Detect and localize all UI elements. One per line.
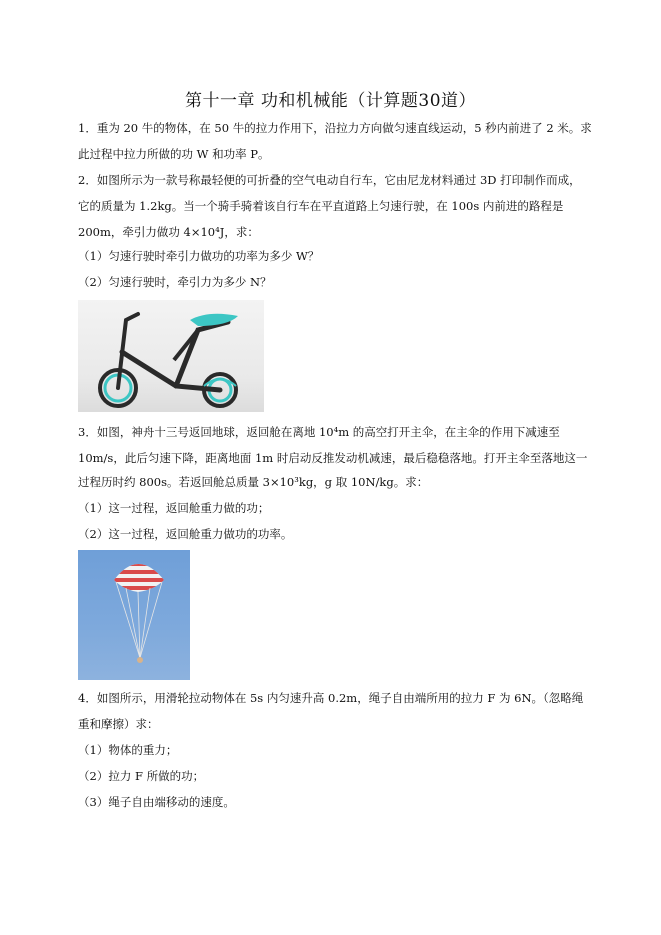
bike-seat bbox=[190, 314, 238, 326]
q2-sub2: （2）匀速行驶时，牵引力为多少 N？ bbox=[78, 275, 272, 289]
q3-sub1: （1）这一过程，返回舱重力做的功； bbox=[78, 501, 270, 515]
parachute-illustration bbox=[78, 550, 190, 680]
q3-line2: 10m/s，此后匀速下降，距离地面 1m 时启动反推发动机减速，最后稳稳落地。打开主伞至落地这一 bbox=[78, 451, 588, 465]
q2-line2: 它的质量为 1.2kg。当一个骑手骑着该自行车在平直道路上匀速行驶，在 100s 内前进的路程是 bbox=[78, 199, 564, 213]
q1-line2: 此过程中拉力所做的功 W 和功率 P。 bbox=[78, 147, 270, 161]
q2-sub1: （1）匀速行驶时牵引力做功的功率为多少 W？ bbox=[78, 249, 320, 263]
bicycle-image bbox=[78, 300, 264, 412]
q4-sub1: （1）物体的重力； bbox=[78, 743, 178, 757]
q4-sub2: （2）拉力 F 所做的功； bbox=[78, 769, 205, 783]
q2-line3: 200m，牵引力做功 4×10⁴J，求： bbox=[78, 225, 259, 239]
q3-line1: 3．如图，神舟十三号返回地球，返回舱在离地 10⁴m 的高空打开主伞，在主伞的作用下减速至 bbox=[78, 425, 560, 439]
q2-line1: 2．如图所示为一款号称最轻便的可折叠的空气电动自行车，它由尼龙材料通过 3D 打印制作而成， bbox=[78, 173, 581, 187]
q4-line2: 重和摩擦）求： bbox=[78, 717, 159, 731]
capsule bbox=[137, 657, 143, 663]
q4-line1: 4．如图所示，用滑轮拉动物体在 5s 内匀速升高 0.2m，绳子自由端所用的拉力 F 为 6N。（忽略绳 bbox=[78, 691, 584, 705]
q1-line1: 1．重为 20 牛的物体，在 50 牛的拉力作用下，沿拉力方向做匀速直线运动，5 秒内前进了 2 米。求 bbox=[78, 121, 592, 135]
chapter-title: 第十一章 功和机械能（计算题30道） bbox=[184, 91, 477, 111]
bicycle-illustration bbox=[78, 300, 264, 412]
parachute-lines bbox=[116, 582, 162, 658]
q3-sub2: （2）这一过程，返回舱重力做功的功率。 bbox=[78, 527, 293, 541]
parachute-image bbox=[78, 550, 190, 680]
seat-tube bbox=[176, 322, 228, 386]
q4-sub3: （3）绳子自由端移动的速度。 bbox=[78, 795, 235, 809]
q3-line3: 过程历时约 800s。若返回舱总质量 3×10³kg，g 取 10N/kg。求： bbox=[78, 475, 429, 489]
